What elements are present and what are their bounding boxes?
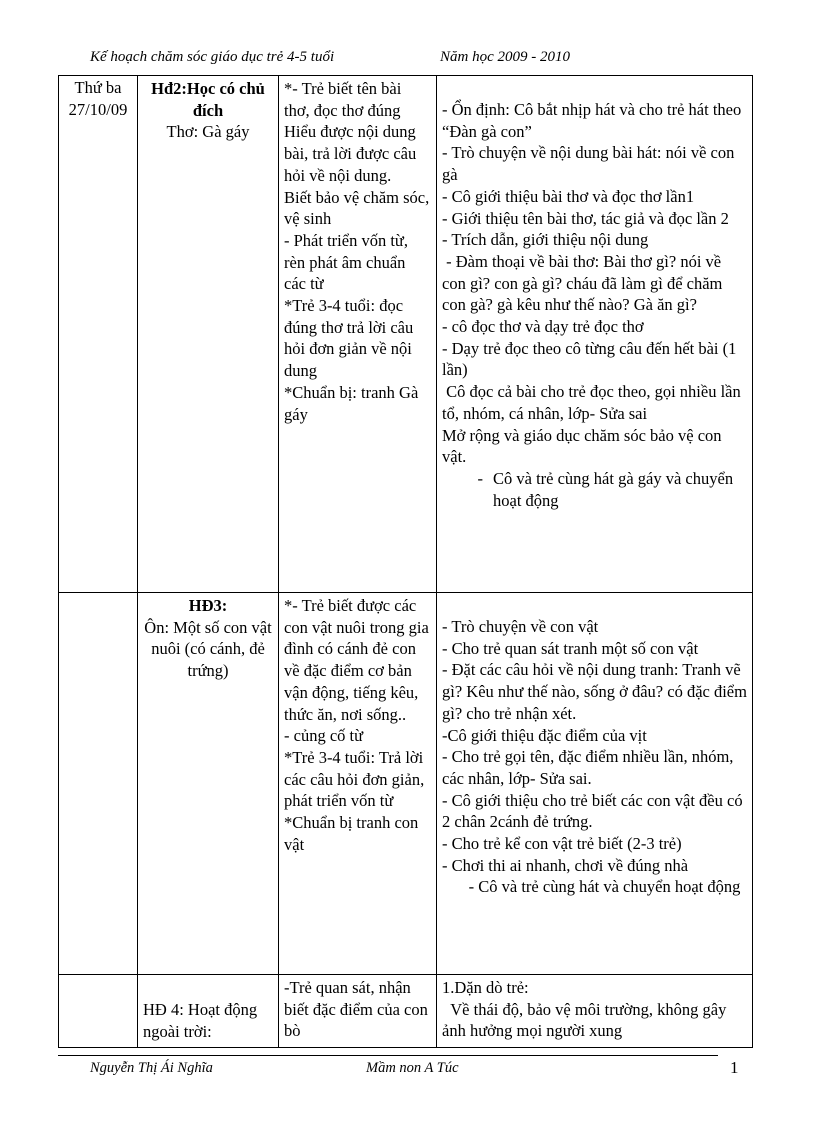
closing-step xyxy=(442,468,747,511)
footer-divider xyxy=(58,1055,718,1056)
goals-cell xyxy=(279,593,437,975)
goals-cell xyxy=(279,975,437,1048)
step-item: Mở rộng và giáo dục chăm sóc bảo vệ con vật. xyxy=(442,425,722,467)
goal-item: *Trẻ 3-4 tuổi: đọc đúng thơ trả lời câu hỏi đơn giản về nội dung xyxy=(284,296,414,381)
step-item: - Cho trẻ gọi tên, đặc điểm nhiều lần, nhóm, các nhân, lớp- Sửa sai. xyxy=(442,747,734,788)
school-year: Năm học 2009 - 2010 xyxy=(440,49,570,65)
activity-cell xyxy=(138,975,279,1048)
day-cell xyxy=(59,975,138,1048)
table-row xyxy=(59,593,753,975)
weekday: Thứ ba xyxy=(74,78,122,97)
goal-item: - Phát triển vốn từ, rèn phát âm chuẩn các từ xyxy=(284,230,408,294)
goal-item: *Trẻ 3-4 tuổi: Trả lời các câu hỏi đơn giản, phát triển vốn từ xyxy=(284,747,425,811)
step-item: - Trích dẫn, giới thiệu nội dung xyxy=(442,230,649,250)
step-item: Cô đọc cả bài cho trẻ đọc theo, gọi nhiều lần tổ, nhóm, cá nhân, lớp- Sửa sai xyxy=(442,382,745,423)
table-row xyxy=(59,975,753,1048)
dash-bullet: - xyxy=(477,468,483,488)
goal-item: Biết bảo vệ chăm sóc, vệ sinh xyxy=(284,187,430,229)
step-item: - Cô giới thiệu bài thơ và đọc thơ lần1 xyxy=(442,186,695,206)
activity-cell xyxy=(138,593,279,975)
closing-step: - Cô và trẻ cùng hát và chuyển hoạt động xyxy=(468,877,741,897)
goal-item: *- Trẻ biết được các con vật nuôi trong gia đình có cánh đẻ con về đặc điểm cơ bản vận động, tiếng kêu, thức ăn, nơi sống.. xyxy=(284,596,429,724)
step-item: - Cô giới thiệu cho trẻ biết các con vật đều có 2 chân 2cánh đẻ trứng. xyxy=(442,790,743,832)
step-item: - Cho trẻ quan sát tranh một số con vật xyxy=(442,638,699,658)
steps-cell xyxy=(437,593,753,975)
goal-item: *Chuẩn bị tranh con vật xyxy=(284,813,419,854)
steps-cell xyxy=(437,975,753,1048)
step-item: - Cho trẻ kể con vật trẻ biết (2-3 trẻ) xyxy=(442,834,682,854)
step-item: - Đặt các câu hỏi về nội dung tranh: Tranh vẽ gì? Kêu như thế nào, sống ở đâu? có đặc điểm gì? cho trẻ nhận xét. xyxy=(442,660,747,723)
day-cell xyxy=(59,76,138,593)
activity-title: HĐ 4: Hoạt động ngoài trời: xyxy=(143,1000,258,1041)
activity-topic: Ôn: Một số con vật nuôi (có cánh, đẻ trứng) xyxy=(144,617,272,681)
step-item: - Ổn định: Cô bắt nhịp hát và cho trẻ hát theo “Đàn gà con” xyxy=(442,100,742,141)
step-item: - Giới thiệu tên bài thơ, tác giả và đọc lần 2 xyxy=(442,208,729,228)
step-item: - Đàm thoại về bài thơ: Bài thơ gì? nói về con gì? con gà gì? cháu đã làm gì để chăm con gà? gà kêu như thế nào? Gà ăn gì? xyxy=(442,251,727,315)
step-item: - Chơi thi ai nhanh, chơi về đúng nhà xyxy=(442,855,689,875)
steps-cell xyxy=(437,76,753,593)
activity-title: HĐ3: xyxy=(188,596,228,615)
activity-title: Hđ2:Học có chủ đích xyxy=(151,79,265,120)
step-item: - cô đọc thơ và dạy trẻ đọc thơ xyxy=(442,317,644,337)
date: 27/10/09 xyxy=(68,99,128,119)
lesson-plan-table xyxy=(58,75,753,1048)
step-item: Về thái độ, bảo vệ môi trường, không gây ảnh hưởng mọi người xung xyxy=(442,999,731,1041)
step-item: - Dạy trẻ đọc theo cô từng câu đến hết bài (1 lần) xyxy=(442,338,737,380)
activity-cell xyxy=(138,76,279,593)
activity-topic: Thơ: Gà gáy xyxy=(166,122,250,142)
goal-item: Hiểu được nội dung bài, trả lời được câu hỏi về nội dung. xyxy=(284,122,417,185)
goal-item: - củng cố từ xyxy=(284,726,364,746)
author-name: Nguyễn Thị Ái Nghĩa xyxy=(90,1060,213,1076)
step-item: - Trò chuyện về nội dung bài hát: nói về con gà xyxy=(442,143,735,185)
goal-item: -Trẻ quan sát, nhận biết đặc điểm của con bò xyxy=(284,978,428,1041)
closing-text: Cô và trẻ cùng hát gà gáy và chuyển hoạt động xyxy=(493,468,734,510)
page-number: 1 xyxy=(730,1058,739,1077)
table-row xyxy=(59,76,753,593)
step-item: 1.Dặn dò trẻ: xyxy=(442,978,529,997)
step-item: -Cô giới thiệu đặc điểm của vịt xyxy=(442,725,647,745)
school-name: Mầm non A Túc xyxy=(366,1060,459,1076)
step-item: - Trò chuyện về con vật xyxy=(442,617,599,636)
goal-item: *- Trẻ biết tên bài thơ, đọc thơ đúng xyxy=(284,79,402,120)
goal-item: *Chuẩn bị: tranh Gà gáy xyxy=(284,382,419,424)
plan-title: Kế hoạch chăm sóc giáo dục trẻ 4-5 tuổi xyxy=(90,49,335,65)
goals-cell xyxy=(279,76,437,593)
day-cell xyxy=(59,593,138,975)
